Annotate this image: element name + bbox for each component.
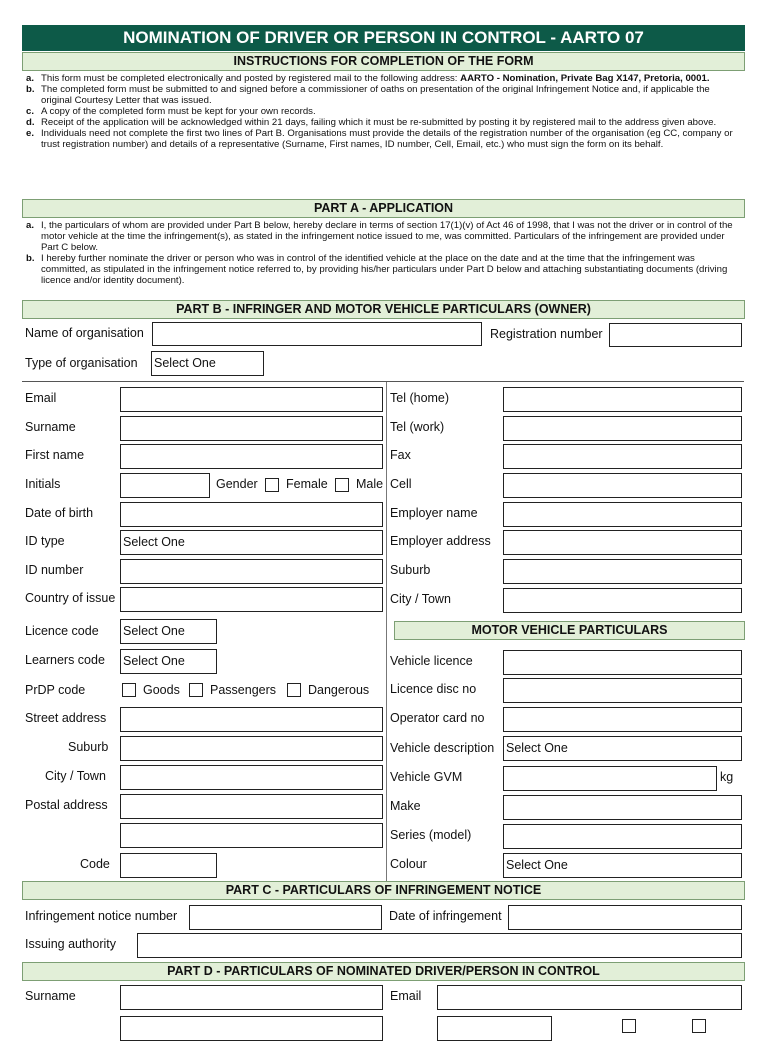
surname-label: Surname <box>25 420 76 434</box>
colour-select[interactable]: Select One <box>503 853 742 878</box>
tel-home-input[interactable] <box>503 387 742 412</box>
initials-input[interactable] <box>120 473 210 498</box>
employer-address-label: Employer address <box>390 534 491 548</box>
city-town-right-input[interactable] <box>503 588 742 613</box>
part-d-male-checkbox[interactable] <box>692 1019 706 1033</box>
part-b-heading: PART B - INFRINGER AND MOTOR VEHICLE PARTICULARS (OWNER) <box>22 300 745 319</box>
operator-card-no-input[interactable] <box>503 707 742 732</box>
vehicle-description-select[interactable]: Select One <box>503 736 742 761</box>
form-title: NOMINATION OF DRIVER OR PERSON IN CONTROL - AARTO 07 <box>22 25 745 51</box>
gender-label: Gender <box>216 477 258 491</box>
goods-checkbox[interactable] <box>122 683 136 697</box>
date-of-infringement-label: Date of infringement <box>389 909 502 923</box>
vehicle-licence-label: Vehicle licence <box>390 654 473 668</box>
make-input[interactable] <box>503 795 742 820</box>
fax-label: Fax <box>390 448 411 462</box>
part-d-surname-label: Surname <box>25 989 76 1003</box>
id-type-select[interactable]: Select One <box>120 530 383 555</box>
instruction-e: e. Individuals need not complete the first two lines of Part B. Organisations must provide the details of the registration number of the organisation (eg CC, company or trust registration number) and details of a representative (Surname, First names, ID number, Cell, Email, etc.) who must sign the form on its behalf. <box>26 128 733 150</box>
issuing-authority-input[interactable] <box>137 933 742 958</box>
divider <box>22 381 744 382</box>
instruction-d: d. Receipt of the application will be acknowledged within 21 days, failing which it must be re-submitted by posting it by registered mail to the address given above. <box>26 117 717 128</box>
kg-unit: kg <box>720 770 734 784</box>
email-input[interactable] <box>120 387 383 412</box>
male-checkbox[interactable] <box>335 478 349 492</box>
passengers-checkbox[interactable] <box>189 683 203 697</box>
employer-address-input[interactable] <box>503 530 742 555</box>
code-label: Code <box>80 857 110 871</box>
part-d-email-label: Email <box>390 989 422 1003</box>
suburb-label: Suburb <box>68 740 109 754</box>
vehicle-gvm-input[interactable] <box>503 766 717 791</box>
date-of-birth-input[interactable] <box>120 502 383 527</box>
postal-address-input-2[interactable] <box>120 823 383 848</box>
suburb-input[interactable] <box>120 736 383 761</box>
series-model-input[interactable] <box>503 824 742 849</box>
name-of-organisation-input[interactable] <box>152 322 482 346</box>
code-input[interactable] <box>120 853 217 878</box>
dangerous-label: Dangerous <box>308 683 370 697</box>
licence-disc-no-label: Licence disc no <box>390 682 477 696</box>
first-name-input[interactable] <box>120 444 383 469</box>
column-divider <box>386 382 387 882</box>
instruction-b: b. The completed form must be submitted to and signed before a commissioner of oaths on presentation of the original Infringement Notice and, if applicable the original Courtesy Letter that was issued. <box>26 84 710 106</box>
cell-input[interactable] <box>503 473 742 498</box>
name-of-organisation-label: Name of organisation <box>25 326 144 340</box>
make-label: Make <box>390 799 421 813</box>
cell-label: Cell <box>390 477 412 491</box>
declaration-a: a. I, the particulars of whom are provided under Part B below, hereby declare in terms of section 17(1)(v) of Act 46 of 1998, that I was not the driver or in control of the motor vehicle at the time the infringement(s), as stated in the infringement notice issued to me, was committed. Particulars of the infringement are provided under Part C below. <box>26 220 733 253</box>
infringement-notice-number-input[interactable] <box>189 905 382 930</box>
part-d-female-checkbox[interactable] <box>622 1019 636 1033</box>
learners-code-select[interactable]: Select One <box>120 649 217 674</box>
motor-vehicle-heading: MOTOR VEHICLE PARTICULARS <box>394 621 745 640</box>
colour-label: Colour <box>390 857 427 871</box>
fax-input[interactable] <box>503 444 742 469</box>
suburb-right-input[interactable] <box>503 559 742 584</box>
issuing-authority-label: Issuing authority <box>25 937 117 951</box>
tel-home-label: Tel (home) <box>390 391 450 405</box>
learners-code-label: Learners code <box>25 653 105 667</box>
instructions-heading: INSTRUCTIONS FOR COMPLETION OF THE FORM <box>22 52 745 71</box>
part-a-heading: PART A - APPLICATION <box>22 199 745 218</box>
series-model-label: Series (model) <box>390 828 472 842</box>
female-checkbox[interactable] <box>265 478 279 492</box>
email-label: Email <box>25 391 57 405</box>
registration-number-label: Registration number <box>490 327 603 341</box>
vehicle-gvm-label: Vehicle GVM <box>390 770 463 784</box>
surname-input[interactable] <box>120 416 383 441</box>
infringement-notice-number-label: Infringement notice number <box>25 909 178 923</box>
licence-code-select[interactable]: Select One <box>120 619 217 644</box>
instruction-c: c. A copy of the completed form must be kept for your own records. <box>26 106 316 117</box>
part-d-initials-input[interactable] <box>437 1016 552 1041</box>
first-name-label: First name <box>25 448 85 462</box>
licence-code-label: Licence code <box>25 624 99 638</box>
city-town-label: City / Town <box>45 769 106 783</box>
city-town-right-label: City / Town <box>390 592 451 606</box>
id-number-label: ID number <box>25 563 84 577</box>
employer-name-label: Employer name <box>390 506 478 520</box>
country-of-issue-label: Country of issue <box>25 591 116 605</box>
goods-label: Goods <box>143 683 180 697</box>
vehicle-description-label: Vehicle description <box>390 741 495 755</box>
part-d-surname-input[interactable] <box>120 985 383 1010</box>
operator-card-no-label: Operator card no <box>390 711 485 725</box>
street-address-label: Street address <box>25 711 107 725</box>
type-of-organisation-select[interactable]: Select One <box>151 351 264 376</box>
date-of-infringement-input[interactable] <box>508 905 742 930</box>
street-address-input[interactable] <box>120 707 383 732</box>
tel-work-input[interactable] <box>503 416 742 441</box>
vehicle-licence-input[interactable] <box>503 650 742 675</box>
female-label: Female <box>286 477 328 491</box>
postal-address-input-1[interactable] <box>120 794 383 819</box>
licence-disc-no-input[interactable] <box>503 678 742 703</box>
employer-name-input[interactable] <box>503 502 742 527</box>
registration-number-input[interactable] <box>609 323 742 347</box>
declaration-b: b. I hereby further nominate the driver or person who was in control of the identified vehicle at the place on the date and at the time that the infringement was committed, as stipulated in the infringement notice referred to, by providing his/her particulars under Part D below and attaching substantiating documents (driving licence and/or identity document). <box>26 253 728 286</box>
type-of-organisation-label: Type of organisation <box>25 356 138 370</box>
initials-label: Initials <box>25 477 61 491</box>
id-type-label: ID type <box>25 534 65 548</box>
part-d-heading: PART D - PARTICULARS OF NOMINATED DRIVER/PERSON IN CONTROL <box>22 962 745 981</box>
passengers-label: Passengers <box>210 683 277 697</box>
date-of-birth-label: Date of birth <box>25 506 94 520</box>
part-d-email-input[interactable] <box>437 985 742 1010</box>
instructions-list <box>26 73 742 150</box>
part-a-declarations <box>26 220 742 286</box>
male-label: Male <box>356 477 384 491</box>
part-c-heading: PART C - PARTICULARS OF INFRINGEMENT NOTICE <box>22 881 745 900</box>
suburb-right-label: Suburb <box>390 563 431 577</box>
id-number-input[interactable] <box>120 559 383 584</box>
tel-work-label: Tel (work) <box>390 420 445 434</box>
part-d-first-name-input[interactable] <box>120 1016 383 1041</box>
prdp-code-label: PrDP code <box>25 683 86 697</box>
postal-address-label: Postal address <box>25 798 108 812</box>
city-town-input[interactable] <box>120 765 383 790</box>
country-of-issue-input[interactable] <box>120 587 383 612</box>
dangerous-checkbox[interactable] <box>287 683 301 697</box>
instruction-a: a. This form must be completed electronically and posted by registered mail to the following address: AARTO - Nomination, Private Bag X147, Pretoria, 0001. <box>26 73 710 84</box>
